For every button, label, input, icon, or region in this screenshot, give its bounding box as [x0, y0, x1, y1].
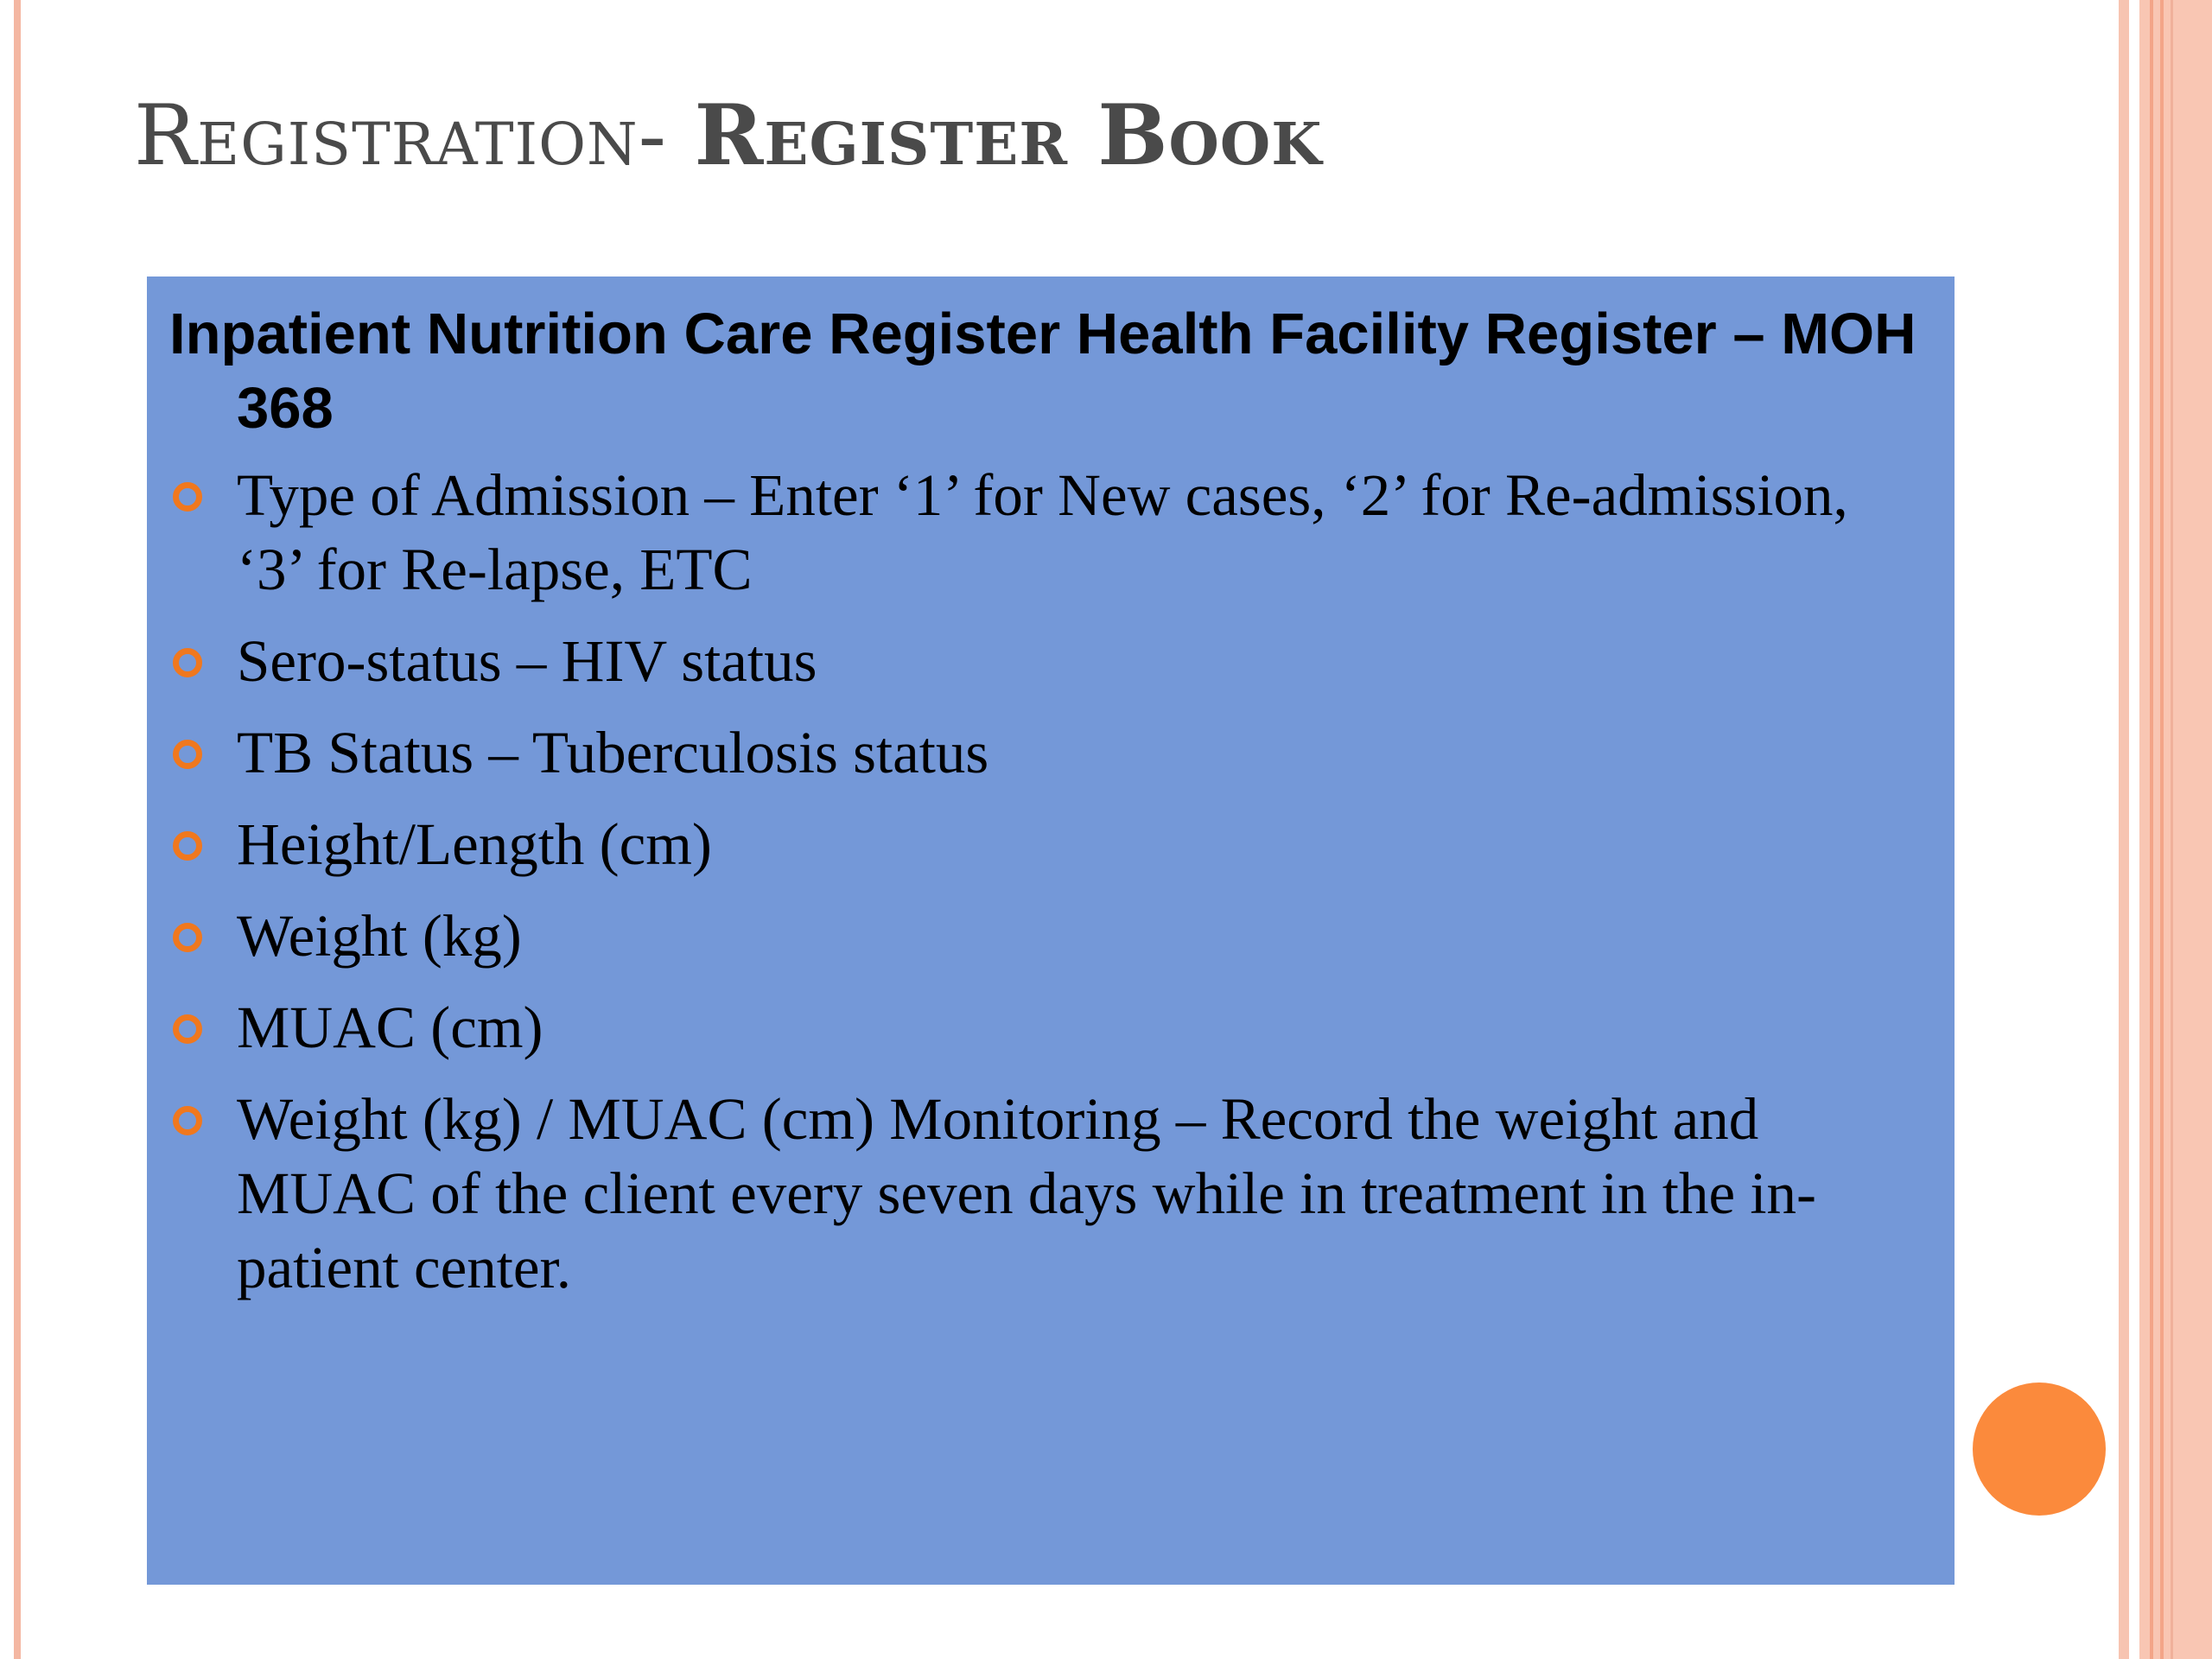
list-item: [169, 715, 1920, 790]
list-item: [169, 990, 1920, 1065]
right-border-gap: [2129, 0, 2139, 1659]
hollow-circle-bullet-icon: [173, 831, 202, 861]
list-item: [169, 458, 1920, 607]
list-item-text: Sero-status – HIV status: [237, 628, 817, 694]
slide-title-part1: Registration-: [134, 87, 695, 184]
list-item-text: TB Status – Tuberculosis status: [237, 720, 989, 785]
hollow-circle-bullet-icon: [173, 740, 202, 769]
hollow-circle-bullet-icon: [173, 482, 202, 512]
content-box: [147, 276, 1955, 1585]
list-item: [169, 1082, 1920, 1305]
list-item-text: Height/Length (cm): [237, 811, 712, 877]
hollow-circle-bullet-icon: [173, 1014, 202, 1044]
right-border-line: [2160, 0, 2164, 1659]
list-item: [169, 807, 1920, 881]
orange-circle-decoration: [1973, 1382, 2106, 1516]
slide-title: [134, 86, 1323, 184]
hollow-circle-bullet-icon: [173, 923, 202, 952]
list-item-text: Type of Admission – Enter ‘1’ for New cases, ‘2’ for Re-admission, ‘3’ for Re-lapse, ETC: [237, 462, 1848, 602]
list-item-text: MUAC (cm): [237, 995, 543, 1060]
register-heading: Inpatient Nutrition Care Register Health Facility Register – MOH 368: [169, 302, 1916, 441]
left-border-decoration: [14, 0, 21, 1659]
list-item-text: Weight (kg) / MUAC (cm) Monitoring – Record the weight and MUAC of the client every seven days while in treatment in the in-patient center.: [237, 1086, 1816, 1300]
right-border-stripe: [2119, 0, 2129, 1659]
hollow-circle-bullet-icon: [173, 1106, 202, 1135]
list-item: [169, 899, 1920, 973]
slide-title-part2: Register Book: [694, 86, 1323, 184]
list-item: [169, 624, 1920, 698]
list-item-text: Weight (kg): [237, 903, 522, 969]
right-border-line: [2171, 0, 2173, 1659]
hollow-circle-bullet-icon: [173, 648, 202, 677]
bullet-list: [169, 458, 1920, 1305]
right-border-line: [2150, 0, 2153, 1659]
